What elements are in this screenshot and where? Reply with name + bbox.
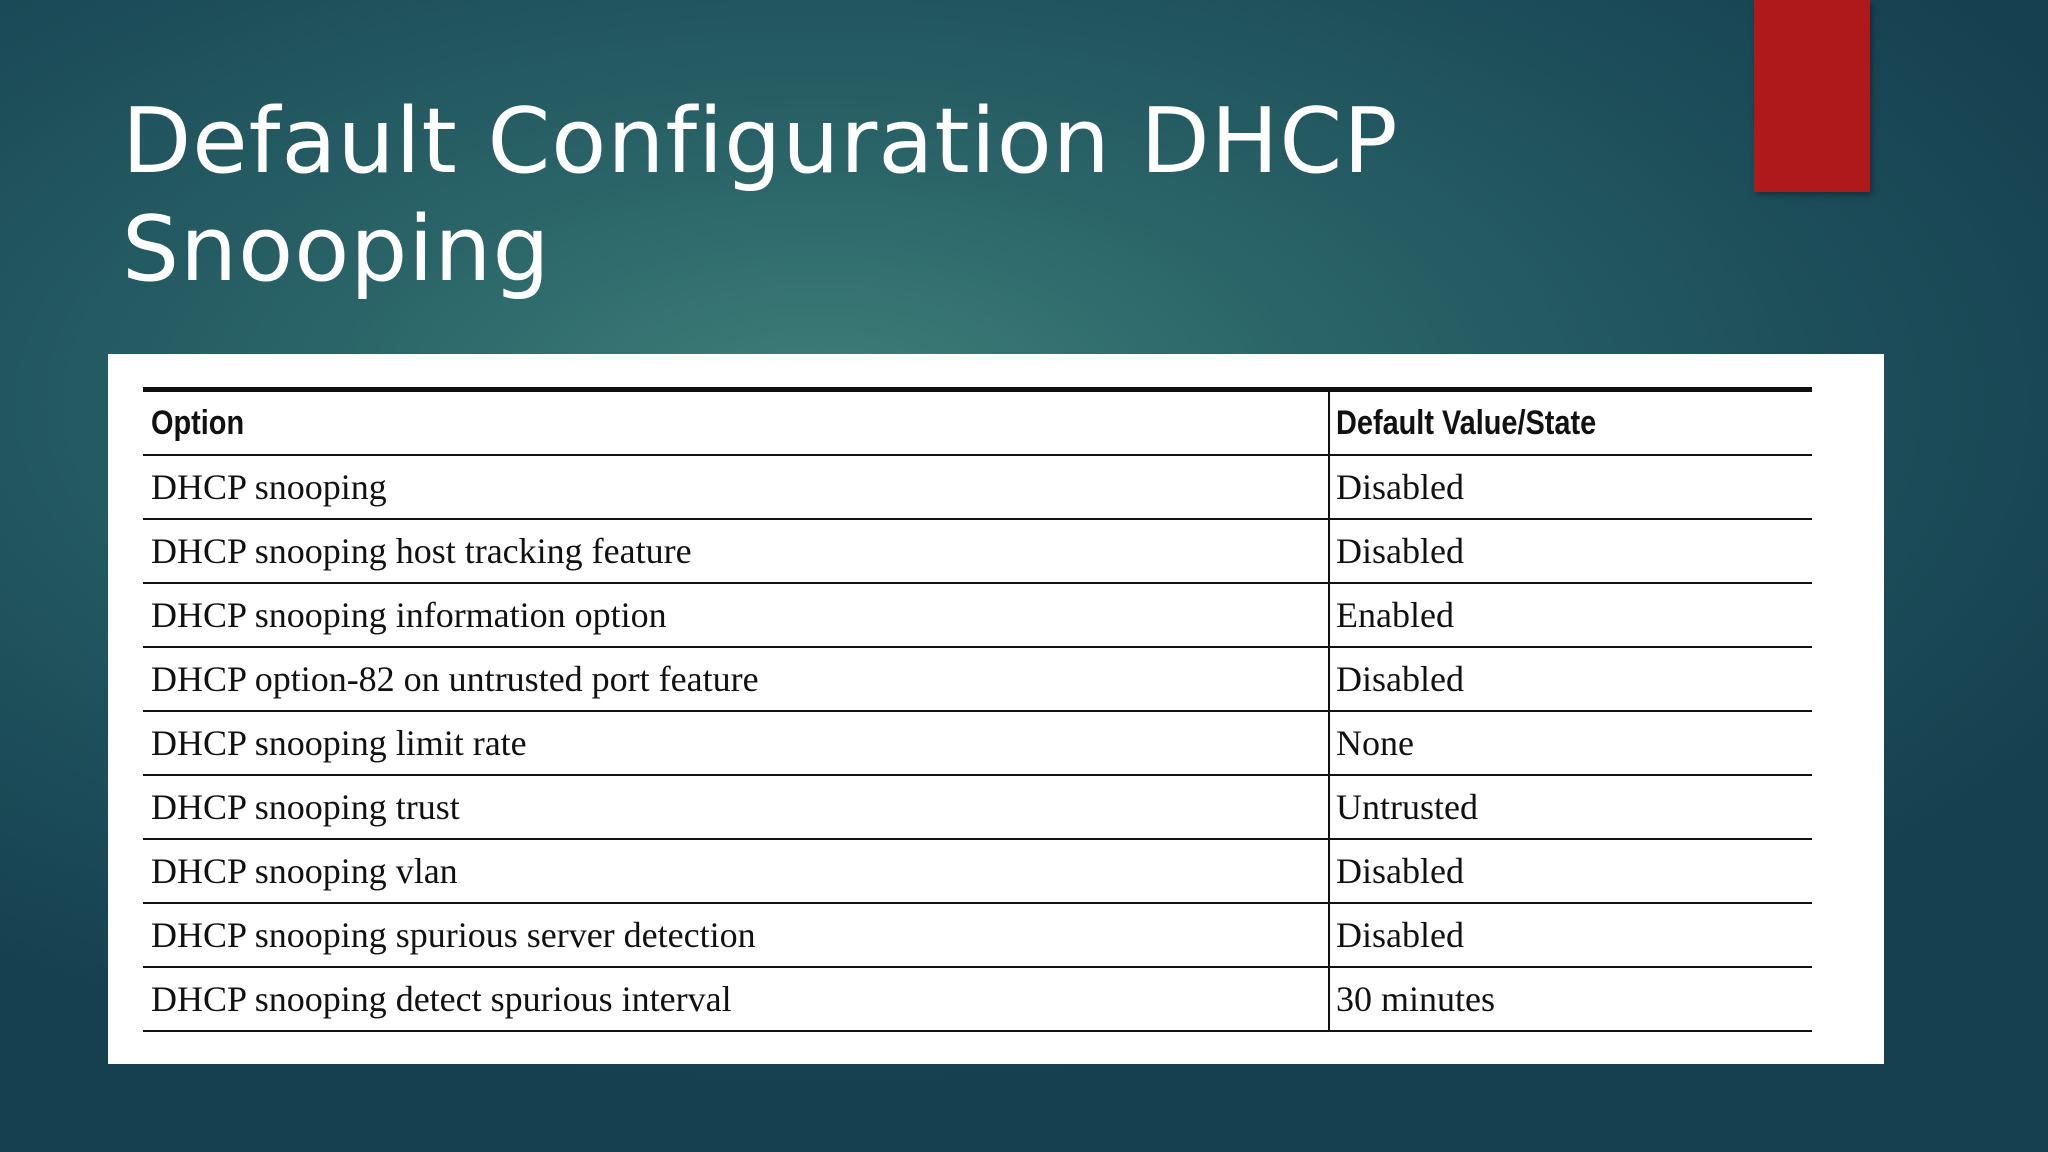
row-default: Untrusted: [1329, 775, 1812, 839]
table-row: [143, 583, 1812, 647]
accent-bar: [1754, 0, 1870, 192]
table-header-row: [143, 390, 1812, 456]
row-option: DHCP snooping host tracking feature: [143, 519, 1329, 583]
row-option: DHCP snooping: [143, 455, 1329, 519]
row-default: Disabled: [1329, 839, 1812, 903]
table-row: [143, 903, 1812, 967]
row-option: DHCP option-82 on untrusted port feature: [143, 647, 1329, 711]
slide-title: [122, 88, 1622, 304]
row-default: Disabled: [1329, 519, 1812, 583]
table-row: [143, 775, 1812, 839]
header-default-value: Default Value/State: [1329, 390, 1812, 456]
title-line-1: Default Configuration DHCP: [122, 89, 1399, 194]
table-row: [143, 647, 1812, 711]
row-option: DHCP snooping vlan: [143, 839, 1329, 903]
table-row: [143, 455, 1812, 519]
table-row: [143, 711, 1812, 775]
row-default: None: [1329, 711, 1812, 775]
row-option: DHCP snooping trust: [143, 775, 1329, 839]
table-row: [143, 967, 1812, 1031]
row-option: DHCP snooping spurious server detection: [143, 903, 1329, 967]
header-option: Option: [143, 390, 1329, 456]
table-row: [143, 519, 1812, 583]
row-default: Disabled: [1329, 903, 1812, 967]
row-option: DHCP snooping detect spurious interval: [143, 967, 1329, 1031]
title-line-2: Snooping: [122, 197, 551, 302]
row-default: Disabled: [1329, 647, 1812, 711]
row-default: Disabled: [1329, 455, 1812, 519]
config-table: [143, 387, 1812, 1032]
table-card: [108, 354, 1884, 1064]
row-default: Enabled: [1329, 583, 1812, 647]
row-default: 30 minutes: [1329, 967, 1812, 1031]
row-option: DHCP snooping information option: [143, 583, 1329, 647]
table-row: [143, 839, 1812, 903]
row-option: DHCP snooping limit rate: [143, 711, 1329, 775]
